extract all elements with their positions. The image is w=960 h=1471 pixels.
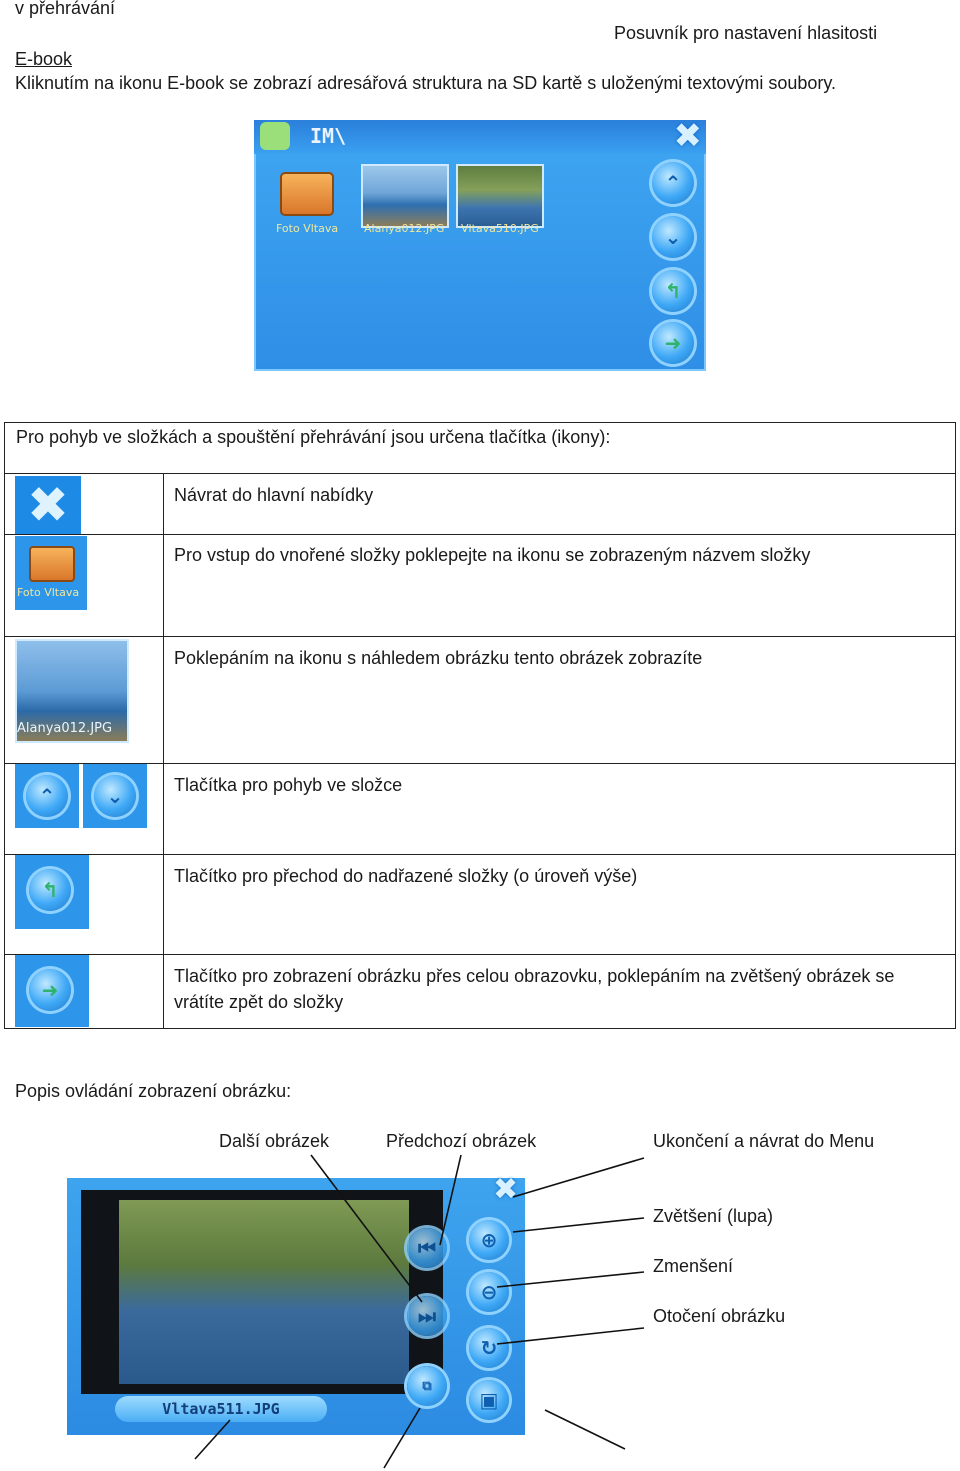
close-icon[interactable]: ✖ — [493, 1172, 519, 1207]
label-zoom-out: Zmenšení — [653, 1256, 734, 1276]
callout-line-bottom-left — [195, 1420, 230, 1459]
slideshow-button[interactable]: ⧉ — [407, 1366, 447, 1406]
folder-label: Foto Vltava — [276, 222, 339, 235]
browser-path: IM\ — [310, 124, 347, 148]
thumbnail-label: Vltava510.JPG — [461, 222, 539, 235]
fit-screen-button[interactable]: ▣ — [469, 1380, 509, 1420]
scroll-up-button[interactable]: ⌃ — [652, 162, 694, 204]
previous-image-button[interactable]: ⏮ — [407, 1228, 447, 1268]
callout-line-zoom-out — [497, 1272, 644, 1287]
next-image-button[interactable]: ⏭ — [407, 1296, 447, 1336]
curved-arrow-icon: ↰ — [29, 869, 71, 911]
label-previous-image: Předchozí obrázek — [386, 1131, 537, 1151]
top-line-text: v přehrávání — [15, 0, 116, 18]
zoom-in-button[interactable]: ⊕ — [469, 1220, 509, 1260]
row-description: Návrat do hlavní nabídky — [164, 474, 956, 535]
label-exit-menu: Ukončení a návrat do Menu — [653, 1131, 875, 1151]
label-rotate: Otočení obrázku — [653, 1306, 786, 1326]
callout-line-zoom-in — [513, 1218, 644, 1232]
callout-line-prev — [440, 1155, 461, 1245]
rotate-button[interactable]: ↻ — [469, 1328, 509, 1368]
folder-icon-label: Foto Vltava — [17, 586, 80, 599]
close-icon: ✖ — [15, 476, 81, 534]
ebook-description: Kliknutím na ikonu E-book se zobrazí adresářová struktura na SD kartě s uloženými textovými soubory. — [15, 73, 837, 93]
thumbnail-label: Alanya012.JPG — [364, 222, 445, 235]
table-header-text: Pro pohyb ve složkách a spouštění přehrávání jsou určena tlačítka (ikony): — [16, 427, 611, 447]
callout-line-next — [311, 1155, 422, 1302]
label-zoom-in: Zvětšení (lupa) — [653, 1206, 774, 1226]
up-arrow-icon: ⌃ — [26, 775, 68, 817]
label-next-image: Další obrázek — [219, 1131, 330, 1151]
fullscreen-button[interactable]: ➜ — [652, 322, 694, 364]
volume-slider-caption: Posuvník pro nastavení hlasitosti — [614, 23, 878, 43]
callout-line-bottom-mid — [384, 1408, 420, 1468]
callout-line-bottom-right — [545, 1410, 625, 1449]
parent-folder-button[interactable]: ↰ — [652, 270, 694, 312]
right-arrow-icon: ➜ — [29, 969, 71, 1011]
row-description: Tlačítko pro zobrazení obrázku přes celou obrazovku, poklepáním na zvětšený obrázek se vrátíte zpět do složky — [164, 955, 956, 1029]
callout-line-exit — [513, 1158, 644, 1197]
image-filename: Vltava511.JPG — [115, 1396, 327, 1422]
row-description: Tlačítko pro přechod do nadřazené složky (o úroveň výše) — [164, 855, 956, 955]
image-controls-heading: Popis ovládání zobrazení obrázku: — [15, 1081, 292, 1101]
thumbnail-icon-label: Alanya012.JPG — [17, 721, 113, 736]
zoom-out-button[interactable]: ⊖ — [469, 1272, 509, 1312]
down-arrow-icon: ⌄ — [94, 775, 136, 817]
scroll-down-button[interactable]: ⌄ — [652, 216, 694, 258]
row-description: Poklepáním na ikonu s náhledem obrázku tento obrázek zobrazíte — [164, 637, 956, 764]
row-description: Tlačítka pro pohyb ve složce — [164, 764, 956, 855]
callout-line-rotate — [497, 1328, 644, 1344]
close-icon[interactable]: ✖ — [673, 116, 702, 156]
row-description: Pro vstup do vnořené složky poklepejte na ikonu se zobrazeným názvem složky — [164, 535, 956, 637]
ebook-heading: E-book — [15, 49, 73, 69]
